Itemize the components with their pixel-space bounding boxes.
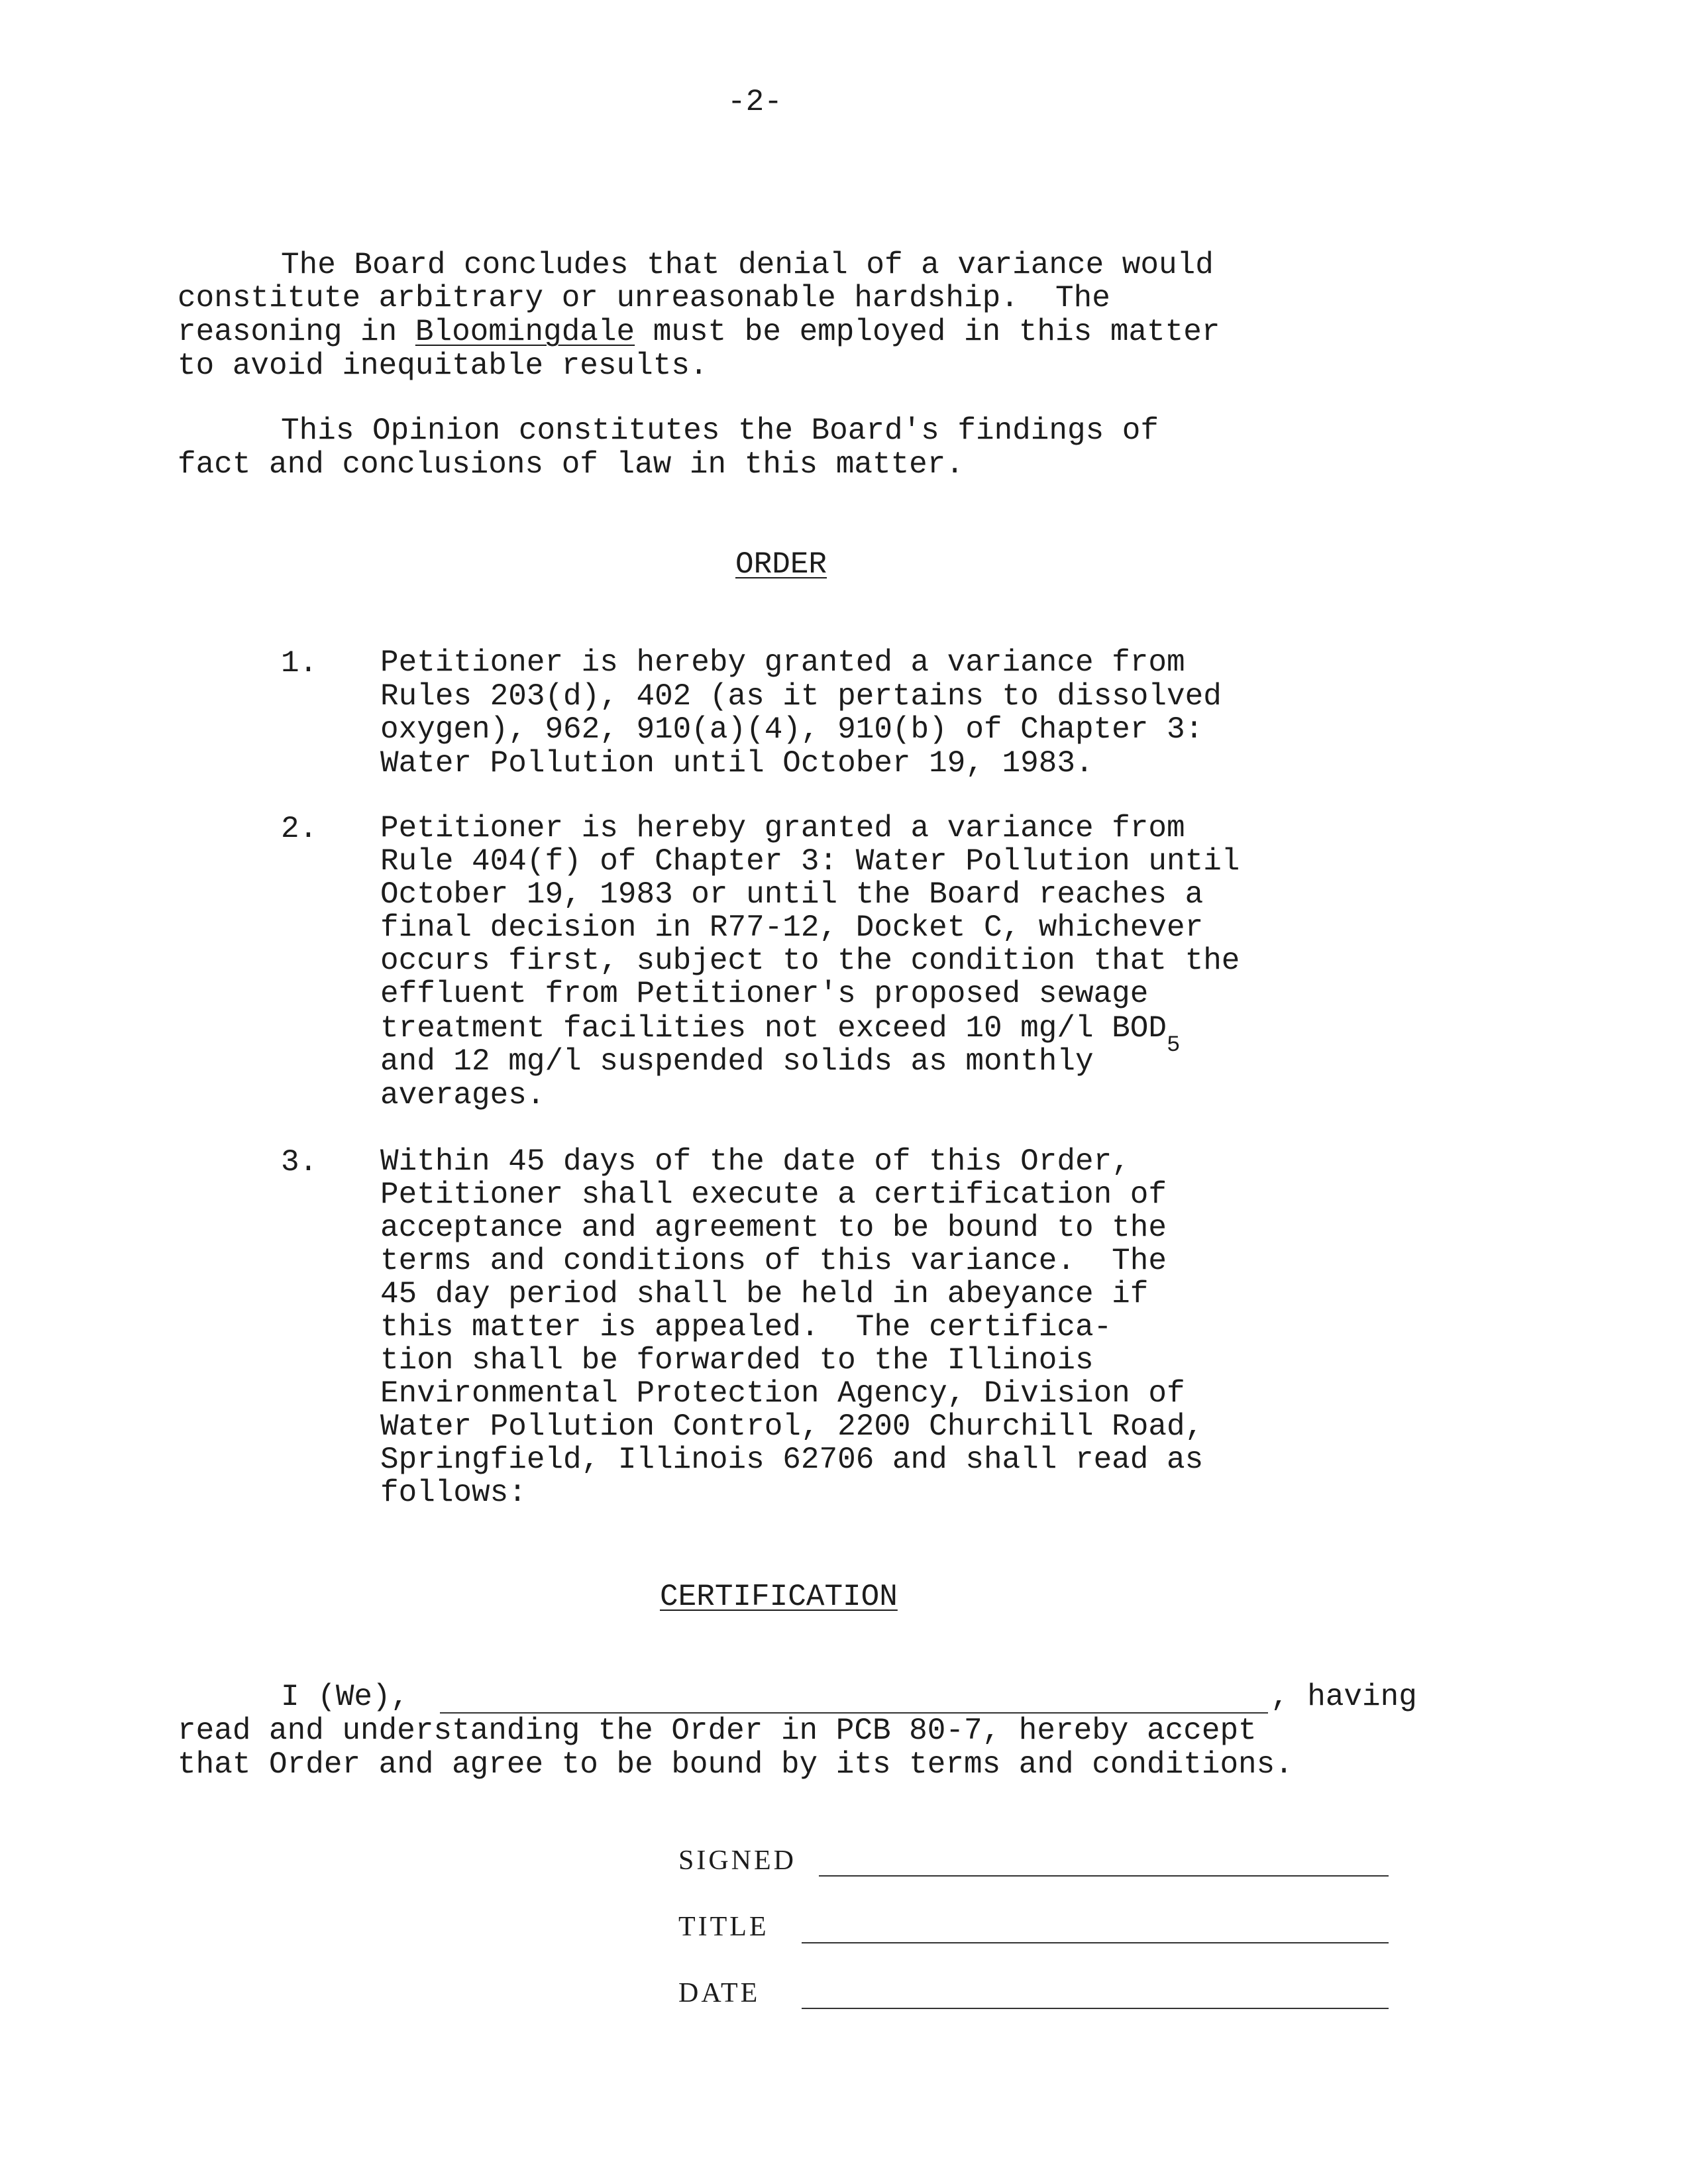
order-item-line: Within 45 days of the date of this Order, — [380, 1144, 1130, 1179]
bod-subscript: 5 — [1167, 1033, 1181, 1058]
title-label: TITLE — [678, 1912, 769, 1942]
order-item-line: tion shall be forwarded to the Illinois — [380, 1343, 1094, 1378]
order-item-line: this matter is appealed. The certifica- — [380, 1310, 1112, 1344]
order-item-line: terms and conditions of this variance. The — [380, 1244, 1167, 1278]
paragraph-line-part: reasoning in — [178, 315, 415, 349]
order-item-line: effluent from Petitioner's proposed sewage — [380, 977, 1149, 1011]
paragraph-line: fact and conclusions of law in this matter. — [178, 447, 964, 482]
order-item-line: Environmental Protection Agency, Division of — [380, 1376, 1185, 1411]
order-item-line: Rules 203(d), 402 (as it pertains to dissolved — [380, 679, 1222, 714]
order-item-number: 2. — [281, 812, 318, 846]
order-item-line: 45 day period shall be held in abeyance if — [380, 1277, 1149, 1311]
page-number: -2- — [727, 85, 782, 119]
certification-after-blank: , having — [1271, 1680, 1417, 1714]
title-line[interactable] — [802, 1942, 1389, 1943]
order-item-line: averages. — [380, 1078, 545, 1113]
order-item-line: October 19, 1983 or until the Board reaches a — [380, 877, 1204, 912]
certification-line: read and understanding the Order in PCB 80-7, hereby accept — [178, 1714, 1257, 1748]
signed-label: SIGNED — [678, 1845, 796, 1876]
order-item-line: Rule 404(f) of Chapter 3: Water Pollution until — [380, 844, 1240, 879]
order-item-line: acceptance and agreement to be bound to the — [380, 1211, 1167, 1245]
order-item-number: 1. — [281, 646, 318, 681]
order-item-line: follows: — [380, 1476, 527, 1510]
paragraph-line-part: must be employed in this matter — [635, 315, 1220, 349]
order-item-line: oxygen), 962, 910(a)(4), 910(b) of Chapter 3: — [380, 712, 1204, 747]
paragraph-line — [178, 315, 1220, 349]
paragraph-line: This Opinion constitutes the Board's findings of — [281, 413, 1159, 448]
certification-heading: CERTIFICATION — [660, 1580, 898, 1614]
order-heading: ORDER — [735, 547, 827, 582]
order-item-line: Petitioner is hereby granted a variance from — [380, 645, 1185, 680]
date-line[interactable] — [802, 2008, 1389, 2009]
date-label: DATE — [678, 1978, 761, 2008]
signed-line[interactable] — [819, 1875, 1389, 1877]
order-item-line: Water Pollution until October 19, 1983. — [380, 746, 1094, 781]
certification-line: that Order and agree to be bound by its terms and conditions. — [178, 1747, 1293, 1782]
order-item-line-part: treatment facilities not exceed 10 mg/l BOD — [380, 1011, 1167, 1046]
paragraph-line: constitute arbitrary or unreasonable hardship. The — [178, 281, 1110, 315]
paragraph-line: The Board concludes that denial of a variance would — [281, 248, 1214, 282]
order-item-line: and 12 mg/l suspended solids as monthly — [380, 1044, 1094, 1079]
order-item-line: final decision in R77-12, Docket C, whichever — [380, 910, 1204, 945]
certification-lead: I (We), — [281, 1680, 409, 1714]
order-item-number: 3. — [281, 1145, 318, 1179]
order-item-line — [380, 1011, 1181, 1058]
paragraph-line: to avoid inequitable results. — [178, 349, 708, 383]
case-name: Bloomingdale — [415, 315, 635, 349]
order-item-line: Water Pollution Control, 2200 Churchill Road, — [380, 1409, 1204, 1444]
order-item-line: occurs first, subject to the condition that the — [380, 944, 1240, 978]
order-item-line: Petitioner shall execute a certification of — [380, 1177, 1167, 1212]
order-item-line: Springfield, Illinois 62706 and shall read as — [380, 1443, 1204, 1477]
order-item-line: Petitioner is hereby granted a variance from — [380, 811, 1185, 846]
